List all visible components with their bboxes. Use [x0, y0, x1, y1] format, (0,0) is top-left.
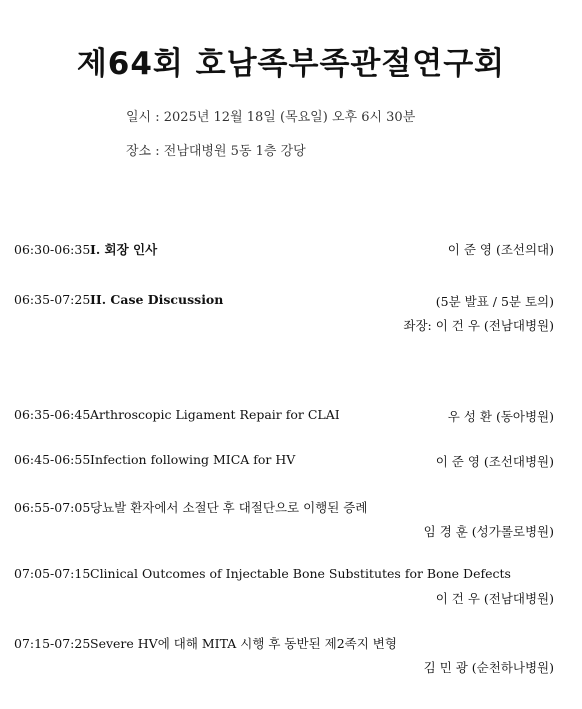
session-chair: 좌장: 이 건 우 (전남대병원): [403, 318, 554, 333]
schedule-topic: Arthroscopic Ligament Repair for CLAI: [90, 407, 340, 422]
schedule-speaker: 이 준 영 (조선의대): [447, 242, 554, 257]
event-datetime: 일시 : 2025년 12월 18일 (목요일) 오후 6시 30분: [126, 110, 416, 125]
page-title: 제64회 호남족부족관절연구회: [76, 46, 506, 82]
schedule-row: [14, 566, 554, 606]
schedule-row: [14, 407, 554, 422]
schedule-time: 06:55-07:05: [14, 500, 91, 515]
schedule-time: 06:35-06:45: [14, 407, 91, 422]
schedule-time: 06:45-06:55: [14, 452, 91, 467]
schedule-time: 06:30-06:35: [14, 242, 91, 257]
schedule-topic: Infection following MICA for HV: [90, 452, 296, 467]
schedule-note: (5분 발표 / 5분 토의): [435, 294, 554, 309]
schedule-topic: I. 회장 인사: [90, 242, 158, 257]
schedule-time: 07:15-07:25: [14, 636, 91, 651]
schedule-speaker: 김 민 광 (순천하나병원): [423, 660, 554, 675]
schedule-time: 07:05-07:15: [14, 566, 91, 581]
schedule-topic: Clinical Outcomes of Injectable Bone Substitutes for Bone Defects: [90, 566, 511, 581]
schedule-row: [14, 452, 554, 467]
schedule-speaker: 이 준 영 (조선대병원): [435, 454, 554, 469]
schedule-topic: II. Case Discussion: [90, 292, 224, 307]
schedule-time: 06:35-07:25: [14, 292, 91, 307]
schedule-topic: Severe HV에 대해 MITA 시행 후 동반된 제2족지 변형: [90, 636, 397, 651]
schedule-topic: 당뇨발 환자에서 소절단 후 대절단으로 이행된 증례: [90, 500, 368, 515]
schedule-row: [14, 292, 554, 333]
schedule-speaker: 임 경 훈 (성가롤로병원): [423, 524, 554, 539]
schedule-row: [14, 240, 554, 258]
schedule-row: [14, 634, 554, 675]
event-place: 장소 : 전남대병원 5동 1층 강당: [126, 144, 306, 159]
schedule-row: [14, 498, 554, 539]
schedule-speaker: 이 건 우 (전남대병원): [435, 591, 554, 606]
schedule-speaker: 우 성 환 (동아병원): [447, 409, 554, 424]
